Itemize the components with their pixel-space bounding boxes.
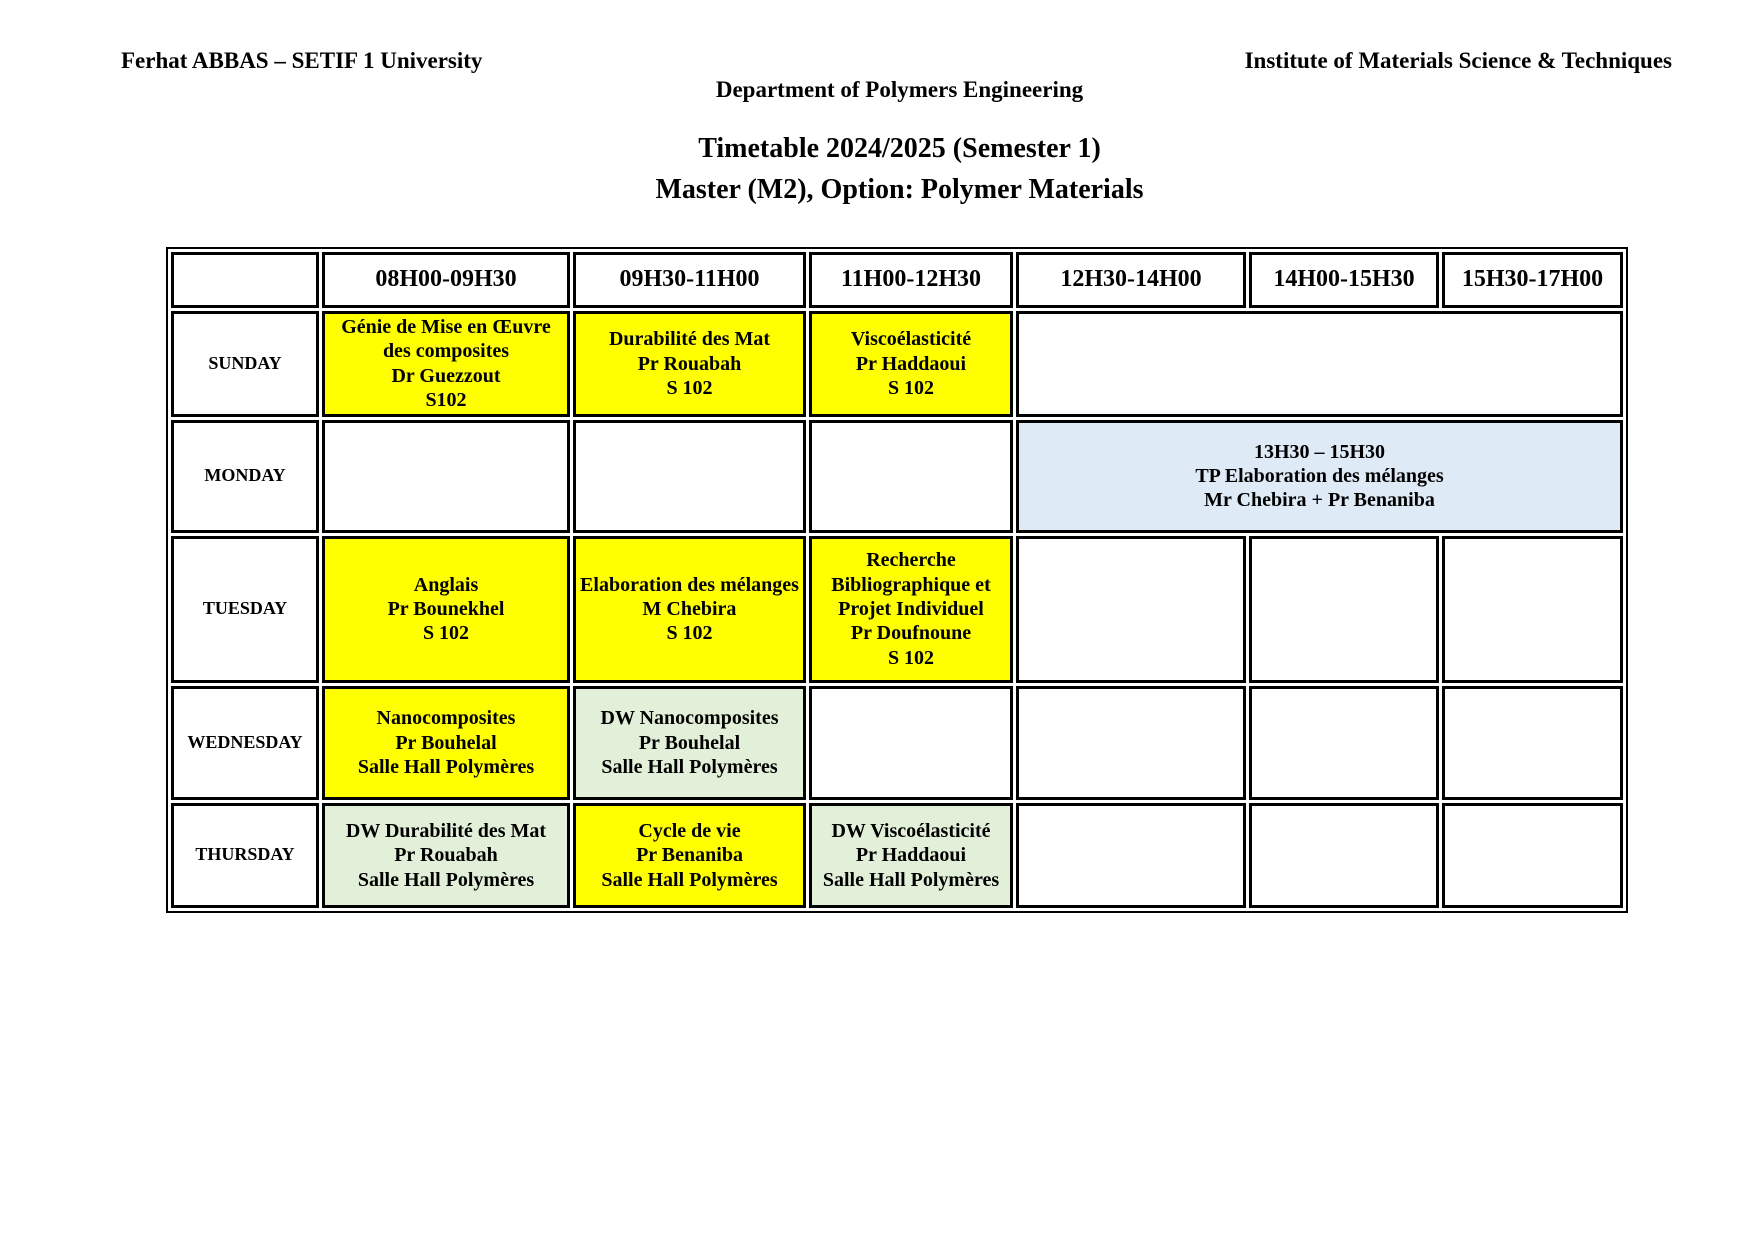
course-teacher: Pr Bounekhel <box>387 598 505 621</box>
day-label: WEDNESDAY <box>171 686 319 800</box>
course-cell <box>322 803 570 908</box>
time-slot-header: 12H30-14H00 <box>1016 252 1246 308</box>
course-room: S 102 <box>887 646 935 669</box>
time-slot-header: 08H00-09H30 <box>322 252 570 308</box>
course-title: DW Durabilité des Mat <box>345 819 547 842</box>
time-slot-header: 14H00-15H30 <box>1249 252 1439 308</box>
empty-cell <box>1249 803 1439 908</box>
empty-cell <box>1442 686 1623 800</box>
empty-cell <box>1249 686 1439 800</box>
university-name: Ferhat ABBAS – SETIF 1 University <box>121 48 483 73</box>
course-cell <box>573 803 806 908</box>
session-time: 13H30 – 15H30 <box>1253 440 1386 463</box>
course-title: Cycle de vie <box>638 819 741 842</box>
course-room: Salle Hall Polymères <box>357 868 535 891</box>
course-teacher: Pr Doufnoune <box>850 622 972 645</box>
course-cell <box>809 536 1013 683</box>
course-room: S 102 <box>666 622 713 645</box>
course-title: Elaboration des mélanges <box>580 573 799 596</box>
course-title: Nanocomposites <box>376 707 516 730</box>
course-teacher: Pr Bouhelal <box>638 731 741 754</box>
course-title: Recherche Bibliographique et Projet Individuel <box>831 549 991 621</box>
empty-cell <box>809 420 1013 533</box>
course-room: Salle Hall Polymères <box>822 868 1000 891</box>
page-title: Timetable 2024/2025 (Semester 1) <box>698 133 1101 164</box>
course-room: S102 <box>425 389 467 412</box>
day-label: TUESDAY <box>171 536 319 683</box>
empty-cell <box>1249 536 1439 683</box>
empty-cell <box>809 686 1013 800</box>
day-label: MONDAY <box>171 420 319 533</box>
day-row-monday <box>171 420 1623 533</box>
day-row-thursday <box>171 803 1623 908</box>
course-cell <box>809 311 1013 417</box>
course-room: S 102 <box>887 377 935 400</box>
header-row <box>171 252 1623 308</box>
course-title: TP Elaboration des mélanges <box>1195 465 1444 488</box>
course-title: Durabilité des Mat <box>608 328 771 351</box>
empty-cell <box>322 420 570 533</box>
empty-cell <box>1442 803 1623 908</box>
institute-name: Institute of Materials Science & Techniques <box>1244 48 1672 73</box>
course-teacher: Pr Bouhelal <box>395 731 497 754</box>
time-slot-header: 11H00-12H30 <box>809 252 1013 308</box>
course-teacher: Dr Guezzout <box>391 364 501 387</box>
empty-cell <box>573 420 806 533</box>
lab-session-cell <box>1016 420 1623 533</box>
empty-cell <box>1016 686 1246 800</box>
corner-cell <box>171 252 319 308</box>
empty-cell <box>1016 536 1246 683</box>
course-cell <box>322 311 570 417</box>
time-slot-header: 15H30-17H00 <box>1442 252 1623 308</box>
course-teacher: Mr Chebira + Pr Benaniba <box>1204 489 1435 512</box>
timetable-grid <box>166 247 1628 913</box>
course-room: Salle Hall Polymères <box>357 756 535 779</box>
course-cell <box>573 686 806 800</box>
course-title: Génie de Mise en Œuvre des composites <box>341 316 551 363</box>
day-row-sunday <box>171 311 1623 417</box>
timetable <box>166 247 1628 913</box>
course-teacher: M Chebira <box>642 598 737 621</box>
course-room: Salle Hall Polymères <box>601 868 778 891</box>
day-label: THURSDAY <box>171 803 319 908</box>
course-teacher: Pr Benaniba <box>636 844 743 867</box>
course-title: DW Nanocomposites <box>600 707 779 730</box>
course-teacher: Pr Rouabah <box>637 352 742 375</box>
time-slot-header: 09H30-11H00 <box>573 252 806 308</box>
course-room: S 102 <box>422 622 470 645</box>
day-label: SUNDAY <box>171 311 319 417</box>
course-cell <box>573 536 806 683</box>
course-teacher: Pr Haddaoui <box>855 844 967 867</box>
course-cell <box>322 536 570 683</box>
day-row-wednesday <box>171 686 1623 800</box>
course-cell <box>322 686 570 800</box>
course-teacher: Pr Rouabah <box>394 844 498 867</box>
course-title: Anglais <box>413 573 479 596</box>
course-cell <box>573 311 806 417</box>
department-name: Department of Polymers Engineering <box>715 77 1084 102</box>
page-subtitle: Master (M2), Option: Polymer Materials <box>655 174 1144 205</box>
course-title: DW Viscoélasticité <box>831 819 991 842</box>
course-title: Viscoélasticité <box>850 328 972 351</box>
empty-cell <box>1016 803 1246 908</box>
course-room: S 102 <box>666 377 713 400</box>
empty-cell <box>1016 311 1623 417</box>
empty-cell <box>1442 536 1623 683</box>
course-teacher: Pr Haddaoui <box>855 352 967 375</box>
day-row-tuesday <box>171 536 1623 683</box>
course-room: Salle Hall Polymères <box>601 756 778 779</box>
course-cell <box>809 803 1013 908</box>
